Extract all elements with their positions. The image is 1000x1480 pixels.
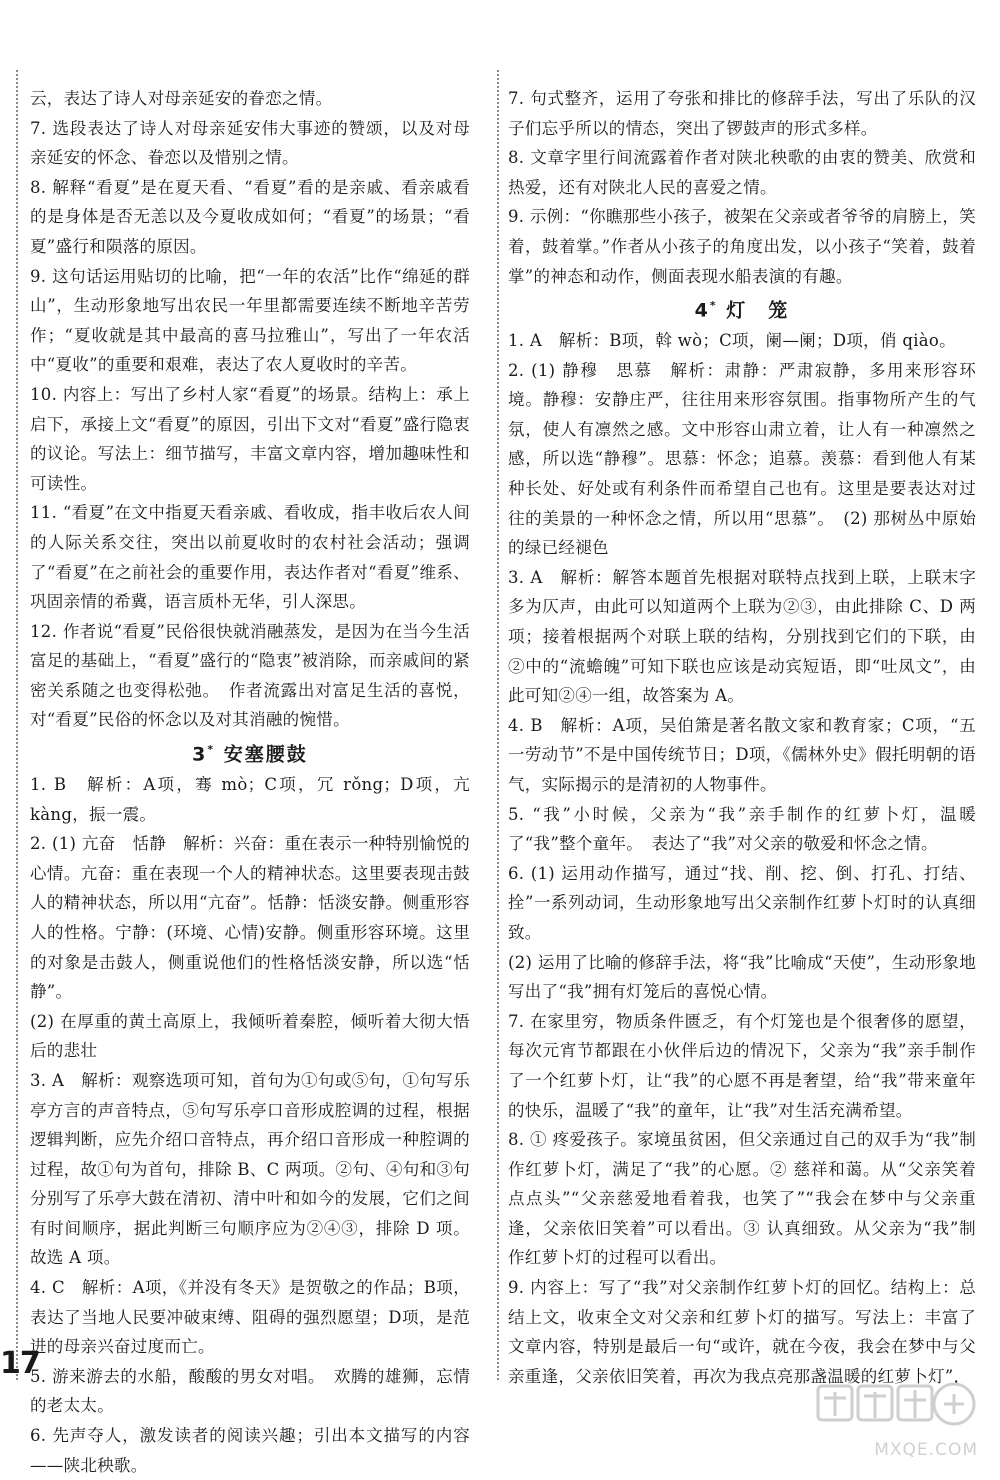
answer-paragraph: 6. 先声夺人，激发读者的阅读兴趣；引出本文描写的内容——陕北秧歌。 (30, 1426, 470, 1475)
answer-paragraph: 1. B 解析：A项，骞 mò；C项，冗 rǒng；D项，亢 kàng，振一震。 (30, 774, 470, 824)
answer-paragraph: 9. 这句话运用贴切的比喻，把“一年的农活”比作“绵延的群山”，生动形象地写出农民一年里都需要连续不断地辛苦劳作；“夏收就是其中最高的喜马拉雅山”，写出了一年农活中“夏收”的重要和艰难，表达了农人夏收时的辛苦。 (30, 266, 470, 375)
answer-paragraph: 7. 选段表达了诗人对母亲延安伟大事迹的赞颂，以及对母亲延安的怀念、眷恋以及惜别之情。 (30, 118, 470, 168)
answer-paragraph: 2. (1) 静穆 思慕 解析：肃静：严肃寂静，多用来形容环境。静穆：安静庄严，往往用来形容氛围。指事物所产生的气氛，使人有凛然之感。文中形容山肃立着，让人有一种凛然之感，所以选“静穆”。思慕：怀念；追慕。羡慕：看到他人有某种长处、好处或有利条件而希望自己也有。这里是要表达对过往的美景的一种怀念之情，所以用“思慕”。 (2) 那树丛中原始的绿已经褪色 (508, 360, 976, 558)
answer-paragraph: 6. (1) 运用动作描写，通过“找、削、挖、倒、打孔、打结、拴”一系列动词，生动形象地写出父亲制作红萝卜灯时的认真细致。 (508, 863, 976, 942)
answer-paragraph: 4. B 解析：A项，吴伯箫是著名散文家和教育家；C项，“五一劳动节”不是中国传统节日；D项，《儒林外史》假托明朝的语气，实际揭示的是清初的人物事件。 (508, 715, 976, 794)
lesson-name: 安塞腰鼓 (223, 743, 308, 766)
answer-paragraph: 3. A 解析：观察选项可知，首句为①句或⑤句，①句写乐亭方言的声音特点，⑤句写乐亭口音形成腔调的过程，根据逻辑判断，应先介绍口音特点，再介绍口音形成一种腔调的过程，故①句为首句，排除 B、C 两项。②句、④句和③句分别写了乐亭大鼓在清初、清中叶和如今的发展，它们之间有时间顺序，据此判断三句顺序应为②④③，排除 D 项。故选 A 项。 (30, 1070, 470, 1268)
answer-paragraph: 8. 文章字里行间流露着作者对陕北秧歌的由衷的赞美、欣赏和热爱，还有对陕北人民的喜爱之情。 (508, 148, 976, 197)
answer-paragraph: 9. 示例：“你瞧那些小孩子，被架在父亲或者爷爷的肩膀上，笑着，鼓着掌。”作者从小孩子的角度出发，以小孩子“笑着，鼓着掌”的神态和动作，侧面表现水船表演的有趣。 (508, 207, 976, 286)
answer-paragraph: 12. 作者说“看夏”民俗很快就消融蒸发，是因为在当今生活富足的基础上，“看夏”盛行的“隐衷”被消除，而亲戚间的紧密关系随之也变得松弛。 作者流露出对富足生活的喜悦，对“看夏”民俗的怀念以及对其消融的惋惜。 (30, 621, 470, 730)
optional-mark: * (709, 299, 718, 313)
page-number: 17 (0, 1346, 40, 1381)
column-divider (497, 70, 499, 1380)
lesson-title (30, 735, 470, 770)
answer-paragraph: 7. 句式整齐，运用了夸张和排比的修辞手法，写出了乐队的汉子们忘乎所以的情态，突出了锣鼓声的形式多样。 (508, 89, 976, 138)
answer-paragraph: 9. 内容上：写了“我”对父亲制作红萝卜灯的回忆。结构上：总结上文，收束全文对父亲和红萝卜灯的描写。写法上：丰富了文章内容，特别是最后一句“或许，就在今夜，我会在梦中与父亲重逢，父亲依旧笑着，再次为我点亮那盏温暖的红萝卜灯”， (508, 1278, 976, 1386)
answer-paragraph: 11. “看夏”在文中指夏天看亲戚、看收成，指丰收后农人间的人际关系交往，突出以前夏收时的农村社会活动；强调了“看夏”在之前社会的重要作用，表达作者对“看夏”维系、巩固亲情的希冀，语言质朴无华，引人深思。 (30, 503, 470, 612)
watermark-url: MXQE.COM (874, 1440, 978, 1460)
answer-paragraph: 5. “我”小时候，父亲为“我”亲手制作的红萝卜灯，温暖了“我”整个童年。 表达了“我”对父亲的敬爱和怀念之情。 (508, 804, 976, 854)
answer-paragraph: (2) 在厚重的黄土高原上，我倾听着秦腔，倾听着大彻大悟后的悲壮 (30, 1011, 470, 1061)
answer-paragraph: 7. 在家里穷，物质条件匮乏，有个灯笼也是个很奢侈的愿望，每次元宵节都跟在小伙伴后边的情况下，父亲为“我”亲手制作了一个红萝卜灯，让“我”的心愿不再是奢望，给“我”带来童年的快乐，温暖了“我”的童年，让“我”对生活充满希望。 (508, 1011, 976, 1120)
answer-paragraph: 10. 内容上：写出了乡村人家“看夏”的场景。结构上：承上启下，承接上文“看夏”的原因，引出下文对“看夏”盛行隐衷的议论。写法上：细节描写，丰富文章内容，增加趣味性和可读性。 (30, 384, 470, 493)
answer-paragraph: 4. C 解析：A项，《并没有冬天》是贺敬之的作品；B项，表达了当地人民要冲破束缚、阻碍的强烈愿望；D项，是范进的母亲兴奋过度而亡。 (30, 1278, 470, 1357)
answer-paragraph: 8. 解释“看夏”是在夏天看、“看夏”看的是亲戚、看亲戚看的是身体是否无恙以及今夏收成如何；“看夏”的场景；“看夏”盛行和陨落的原因。 (30, 177, 470, 256)
lesson-name: 灯 笼 (726, 299, 790, 322)
answer-paragraph: 5. 游来游去的水船，酸酸的男女对唱。 欢腾的雄狮，忘情的老太太。 (30, 1366, 470, 1416)
binding-dotted-line (16, 70, 18, 1380)
answer-paragraph: 1. A 解析：B项，斡 wò；C项，阑—阑；D项，俏 qiào。 (508, 331, 956, 351)
answer-paragraph: 2. (1) 亢奋 恬静 解析：兴奋：重在表示一种特别愉悦的心情。亢奋：重在表现一个人的精神状态。这里要表现击鼓人的精神状态，所以用“亢奋”。恬静：恬淡安静。侧重形容人的性格。宁静：(环境、心情)安静。侧重形容环境。这里的对象是击鼓人，侧重说他们的性格恬淡安静，所以选“恬静”。 (30, 834, 470, 1002)
right-column (508, 84, 976, 1391)
left-column (30, 84, 470, 1480)
lesson-number: 3 (192, 743, 208, 766)
lesson-number: 4 (694, 299, 710, 322)
answer-paragraph: 8. ① 疼爱孩子。家境虽贫困，但父亲通过自己的双手为“我”制作红萝卜灯，满足了“我”的心愿。② 慈祥和蔼。从“父亲笑着点点头”“父亲慈爱地看着我，也笑了”“我会在梦中与父亲重逢，父亲依旧笑着”可以看出。③ 认真细致。从父亲为“我”制作红萝卜灯的过程可以看出。 (508, 1130, 976, 1268)
answer-paragraph: 云，表达了诗人对母亲延安的眷恋之情。 (30, 89, 333, 108)
optional-mark: * (207, 743, 216, 757)
answer-paragraph: 3. A 解析：解答本题首先根据对联特点找到上联，上联末字多为仄声，由此可以知道两个上联为②③，由此排除 C、D 两项；接着根据两个对联上联的结构，分别找到它们的下联，由②中的“流蟾魄”可知下联也应该是动宾短语，即“吐凤文”，由此可知②④一组，故答案为 A。 (508, 567, 976, 706)
lesson-title (508, 291, 976, 326)
answer-paragraph: (2) 运用了比喻的修辞手法，将“我”比喻成“天使”，生动形象地写出了“我”拥有灯笼后的喜悦心情。 (508, 952, 976, 1002)
